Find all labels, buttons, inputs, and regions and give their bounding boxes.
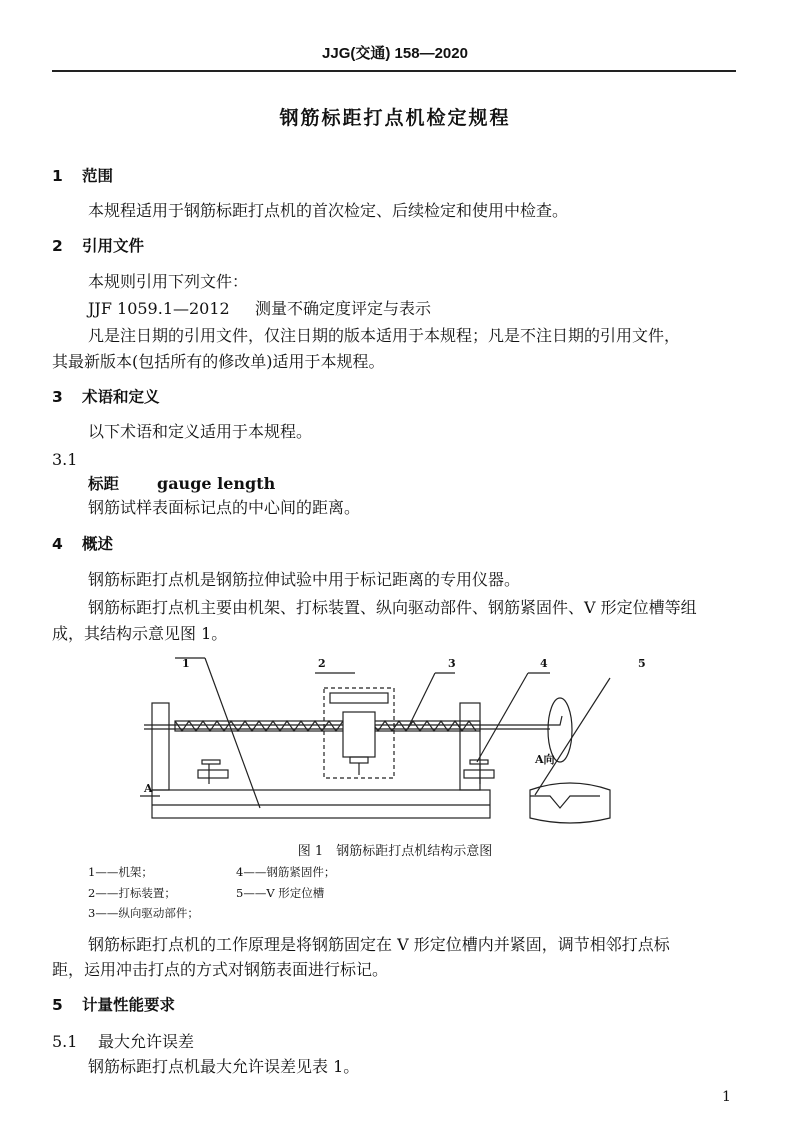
structure-diagram — [130, 650, 646, 830]
section-2-title: 引用文件 — [82, 237, 145, 255]
legend-item-3: 3——纵向驱动部件； — [88, 906, 199, 920]
section-2-intro: 本规则引用下列文件： — [88, 272, 249, 291]
callout-1: 1 — [182, 657, 190, 670]
reference-title: 测量不确定度评定与表示 — [255, 299, 432, 318]
section-3-number: 3 — [52, 388, 63, 406]
section-3-1-number: 3.1 — [52, 450, 78, 469]
section-1-body: 本规程适用于钢筋标距打点机的首次检定、后续检定和使用中检查。 — [88, 201, 569, 220]
view-arrow-label: A — [144, 782, 153, 795]
section-3-title: 术语和定义 — [82, 388, 160, 406]
standard-number-header: JJG(交通) 158—2020 — [322, 45, 468, 62]
section-4-p2-line2: 成，其结构示意见图 1。 — [52, 624, 228, 643]
header-rule — [52, 70, 736, 72]
section-5-number: 5 — [52, 996, 63, 1014]
section-4-p3-line2: 距，运用冲击打点的方式对钢筋表面进行标记。 — [52, 960, 389, 979]
legend-item-5: 5——V 形定位槽 — [236, 886, 325, 900]
section-4-p2-line1: 钢筋标距打点机主要由机架、打标装置、纵向驱动部件、钢筋紧固件、V 形定位槽等组 — [88, 598, 697, 617]
callout-3: 3 — [448, 657, 456, 670]
page-number: 1 — [722, 1089, 731, 1105]
document-title: 钢筋标距打点机检定规程 — [279, 107, 511, 129]
section-4-title: 概述 — [82, 535, 114, 553]
section-5-1-body: 钢筋标距打点机最大允许误差见表 1。 — [88, 1057, 360, 1076]
base-frame — [152, 790, 490, 818]
callout-2: 2 — [318, 657, 326, 670]
figure-caption: 图 1 钢筋标距打点机结构示意图 — [297, 844, 493, 859]
section-1-number: 1 — [52, 167, 63, 185]
callout-4: 4 — [540, 657, 548, 670]
section-5-title: 计量性能要求 — [82, 996, 176, 1014]
section-5-1-title: 最大允许误差 — [98, 1032, 195, 1051]
section-4-number: 4 — [52, 535, 63, 553]
term-definition: 钢筋试样表面标记点的中心间的距离。 — [88, 498, 361, 517]
section-3-body: 以下术语和定义适用于本规程。 — [88, 422, 313, 441]
term-chinese: 标距 — [88, 475, 120, 493]
legend-item-4: 4——钢筋紧固件； — [236, 865, 336, 879]
view-label: A向 — [535, 753, 555, 766]
legend-item-2: 2——打标装置； — [88, 886, 176, 900]
section-2-para-line2: 其最新版本(包括所有的修改单)适用于本规程。 — [52, 352, 385, 371]
section-2-number: 2 — [52, 237, 63, 255]
section-5-1-number: 5.1 — [52, 1032, 78, 1051]
section-4-p3-line1: 钢筋标距打点机的工作原理是将钢筋固定在 V 形定位槽内并紧固，调节相邻打点标 — [88, 935, 670, 954]
legend-item-1: 1——机架； — [88, 865, 153, 879]
reference-code: JJF 1059.1—2012 — [88, 299, 230, 318]
callout-5: 5 — [638, 657, 646, 670]
section-1-title: 范围 — [82, 167, 114, 185]
section-2-para-line1: 凡是注日期的引用文件，仅注日期的版本适用于本规程；凡是不注日期的引用文件， — [88, 326, 681, 345]
section-4-p1: 钢筋标距打点机是钢筋拉伸试验中用于标记距离的专用仪器。 — [88, 570, 521, 589]
term-english: gauge length — [157, 474, 276, 493]
